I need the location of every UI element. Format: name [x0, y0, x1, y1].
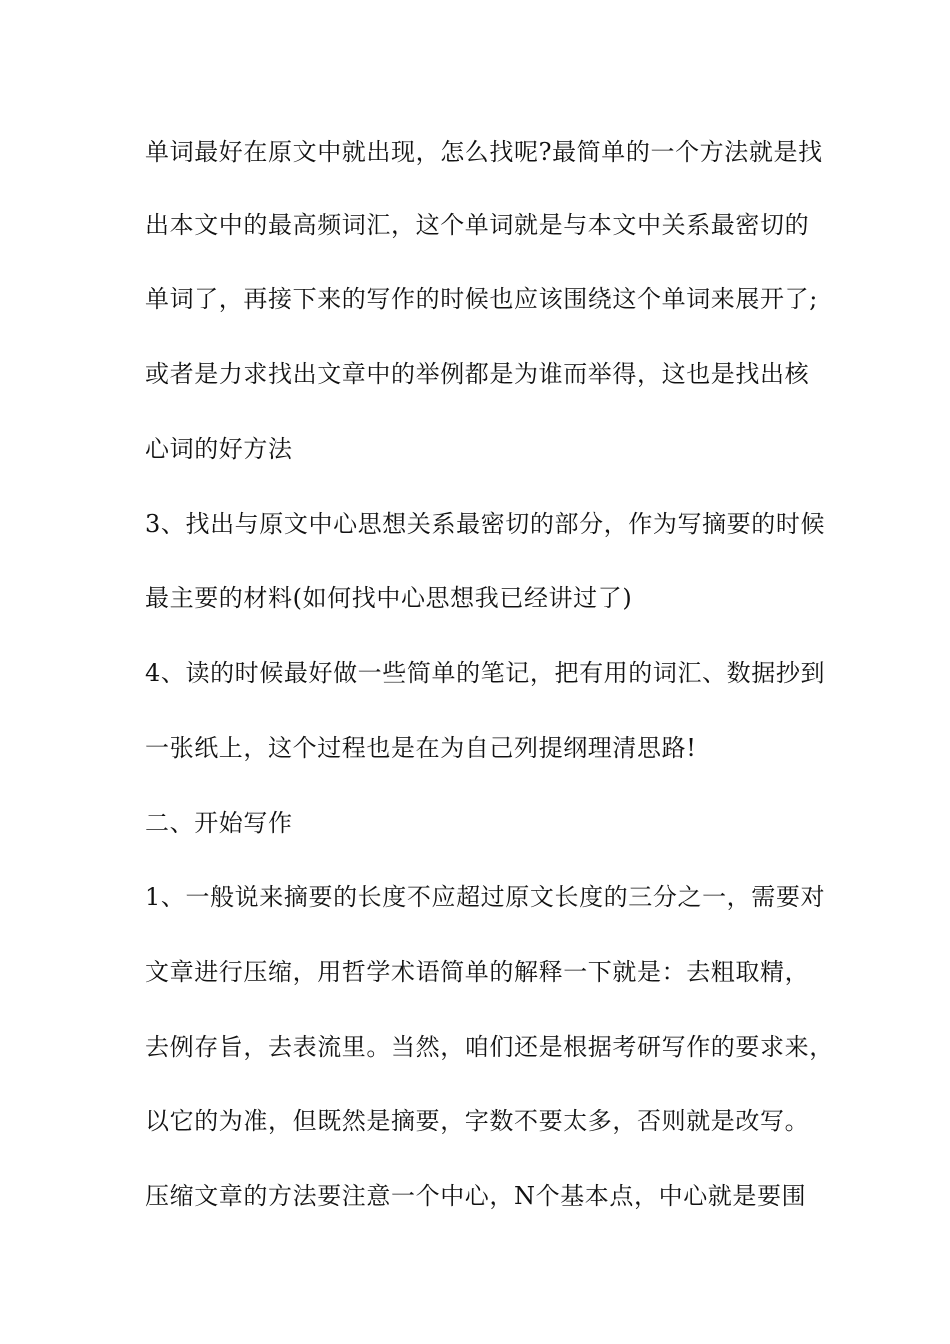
text-line: 出本文中的最高频词汇，这个单词就是与本文中关系最密切的 [145, 211, 810, 239]
section-heading: 二、开始写作 [145, 809, 293, 837]
text-line: 压缩文章的方法要注意一个中心，N个基本点，中心就是要围 [145, 1182, 807, 1210]
text-line: 文章进行压缩，用哲学术语简单的解释一下就是：去粗取精， [145, 958, 810, 986]
text-line: 一张纸上，这个过程也是在为自己列提纲理清思路! [145, 734, 697, 762]
text-line: 单词最好在原文中就出现，怎么找呢?最简单的一个方法就是找 [145, 138, 823, 166]
text-line: 单词了，再接下来的写作的时候也应该围绕这个单词来展开了; [145, 285, 818, 313]
text-line: 去例存旨，去表流里。当然，咱们还是根据考研写作的要求来， [145, 1033, 834, 1061]
text-line: 最主要的材料(如何找中心思想我已经讲过了) [145, 584, 633, 612]
text-line: 心词的好方法 [145, 435, 293, 463]
text-line: 1、一般说来摘要的长度不应超过原文长度的三分之一，需要对 [145, 883, 826, 911]
text-line: 4、读的时候最好做一些简单的笔记，把有用的词汇、数据抄到 [145, 659, 826, 687]
text-line: 以它的为准，但既然是摘要，字数不要太多，否则就是改写。 [145, 1107, 810, 1135]
text-line: 或者是力求找出文章中的举例都是为谁而举得，这也是找出核 [145, 360, 810, 388]
text-line: 3、找出与原文中心思想关系最密切的部分，作为写摘要的时候 [145, 510, 826, 538]
